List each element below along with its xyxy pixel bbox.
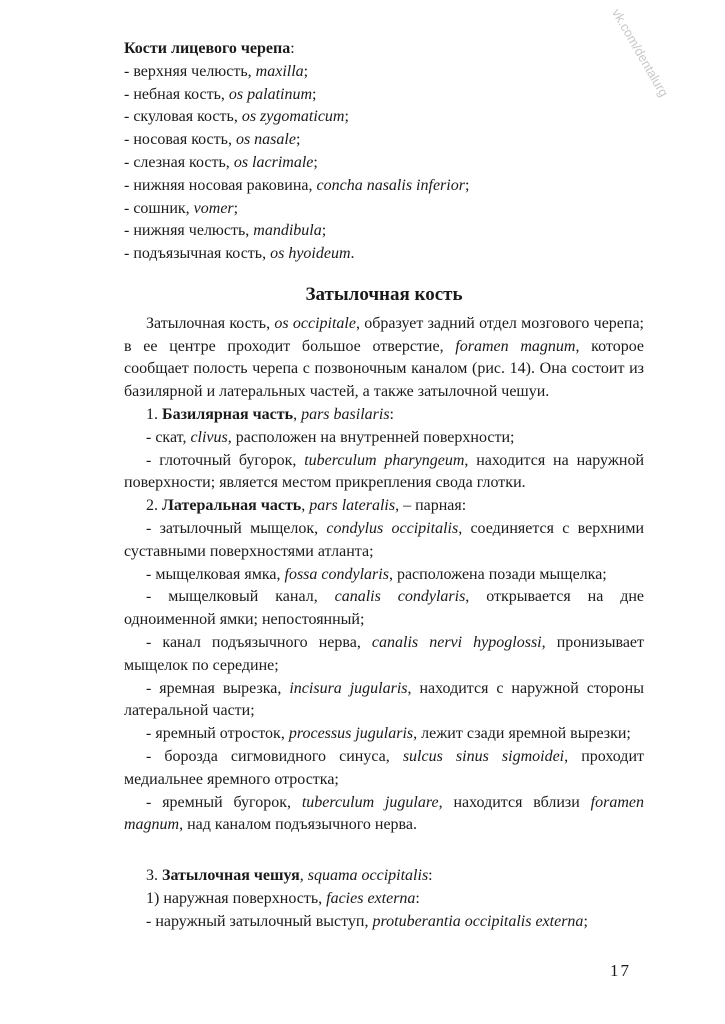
list-item: - небная кость, os palatinum; bbox=[124, 85, 317, 103]
list-item: - скат, clivus, расположен на внутренней поверхности; bbox=[146, 428, 515, 446]
list-item: - нижняя носовая раковина, concha nasalis inferior; bbox=[124, 176, 470, 194]
list-item: - борозда сигмовидного синуса, sulcus sinus sigmoidei, проходит медиальнее яремного отростка; bbox=[124, 747, 644, 788]
facial-bones-list bbox=[124, 61, 644, 266]
list-item: - мыщелковая ямка, fossa condylaris, расположена позади мыщелка; bbox=[146, 565, 607, 583]
facial-bones-heading: Кости лицевого черепа: bbox=[124, 40, 295, 57]
list-item: - канал подъязычного нерва, canalis nervi hypoglossi, пронизывает мыщелок по середине; bbox=[124, 633, 645, 674]
intro-paragraph: Затылочная кость, os occipitale, образует задний отдел мозгового черепа; в ее центре проходит большое отверстие, foramen magnum, которое сообщает полость черепа с позвоночным каналом (рис. 14). Она состоит из базилярной и латеральных частей, а также затылочной чешуи. bbox=[124, 314, 645, 401]
lateral-part-heading: 2. Латеральная часть, pars lateralis, – парная: bbox=[146, 497, 467, 515]
watermark: vk.com/dentalurg bbox=[609, 6, 672, 100]
squama-subheading: 1) наружная поверхность, facies externa: bbox=[146, 889, 420, 907]
list-item: - скуловая кость, os zygomaticum; bbox=[124, 108, 349, 126]
list-item: - наружный затылочный выступ, protuberantia occipitalis externa; bbox=[146, 912, 588, 930]
list-item: - яремная вырезка, incisura jugularis, находится с наружной стороны латеральной части; bbox=[124, 679, 644, 720]
list-item: - глоточный бугорок, tuberculum pharyngeum, находится на наружной поверхности; является местом прикрепления свода глотки. bbox=[124, 451, 645, 492]
list-item: - яремный бугорок, tuberculum jugulare, находится вблизи foramen magnum, над каналом подъязычного нерва. bbox=[124, 793, 644, 834]
basilar-part-heading: 1. Базилярная часть, pars basilaris: bbox=[146, 405, 394, 423]
list-item: - мыщелковый канал, canalis condylaris, открывается на дне одноименной ямки; непостоянный; bbox=[124, 588, 645, 629]
section-title: Затылочная кость bbox=[305, 283, 463, 305]
list-item: - подъязычная кость, os hyoideum. bbox=[124, 245, 355, 263]
list-item: - нижняя челюсть, mandibula; bbox=[124, 222, 327, 240]
list-item: - слезная кость, os lacrimale; bbox=[124, 153, 318, 171]
spacer bbox=[124, 837, 644, 865]
list-item: - затылочный мыщелок, condylus occipitalis, соединяется с верхними суставными поверхностями атланта; bbox=[124, 519, 645, 560]
list-item: - сошник, vomer; bbox=[124, 199, 239, 217]
list-item: - верхняя челюсть, maxilla; bbox=[124, 62, 309, 80]
page-text bbox=[124, 38, 644, 933]
list-item: - яремный отросток, processus jugularis, лежит сзади яремной вырезки; bbox=[146, 725, 631, 743]
page-number: 17 bbox=[610, 961, 631, 980]
squama-heading: 3. Затылочная чешуя, squama occipitalis: bbox=[146, 867, 433, 885]
list-item: - носовая кость, os nasale; bbox=[124, 131, 301, 149]
